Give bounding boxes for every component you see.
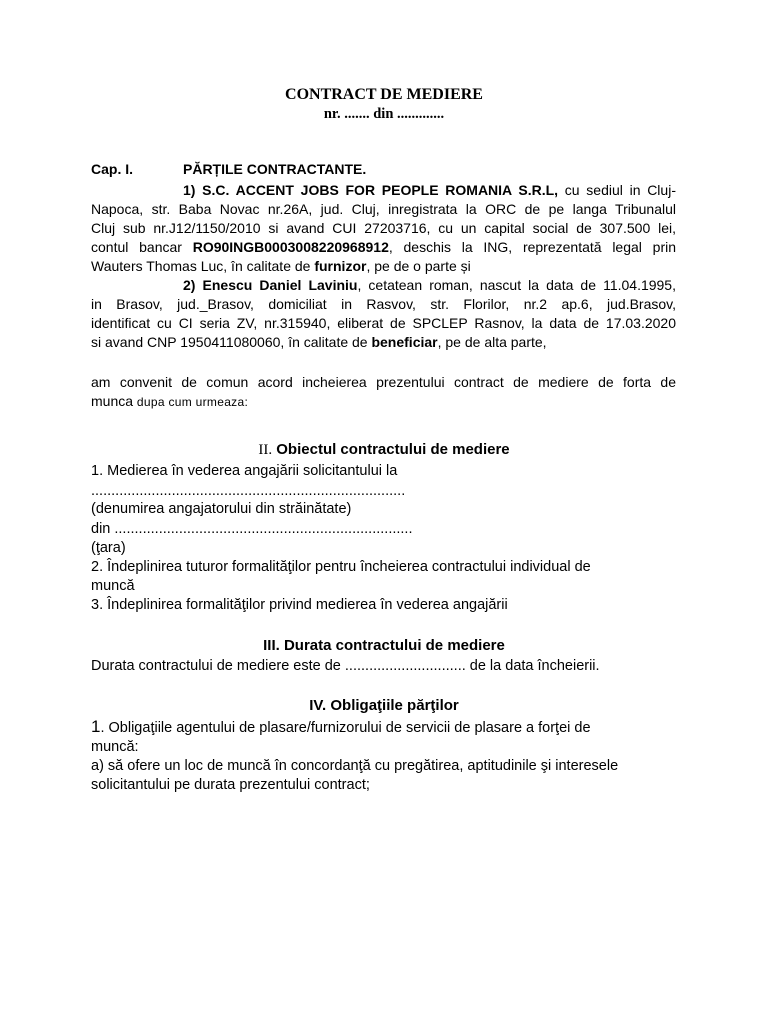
section4-line1: 1. Obligaţiile agentului de plasare/furnizorului de servicii de plasare a forţei de <box>91 717 591 736</box>
party1-company: S.C. ACCENT JOBS FOR PEOPLE ROMANIA S.R.L, <box>202 182 559 198</box>
party1-line1: 1) S.C. ACCENT JOBS FOR PEOPLE ROMANIA S.R.L, cu sediul in Cluj- <box>183 182 676 198</box>
section2-line4: din .......................................................................... <box>91 521 413 537</box>
chapter-label: Cap. I. <box>91 161 134 177</box>
section2-line2: .............................................................................. <box>91 483 406 499</box>
chapter-heading: PĂRȚILE CONTRACTANTE. <box>183 161 367 177</box>
section4-heading: IV. Obligaţiile părţilor <box>309 697 459 714</box>
section2-heading: II. Obiectul contractului de mediere <box>258 441 510 458</box>
party1-line3: Cluj sub nr.J12/1150/2010 si avand CUI 27203716, cu un capital social de 307.500 lei, <box>91 220 676 236</box>
party2-line3: identificat cu CI seria ZV, nr.315940, eliberat de SPCLEP Rasnov, la data de 17.03.2020 <box>91 315 676 331</box>
section4-line4: solicitantului pe durata prezentului contract; <box>91 777 370 793</box>
section2-line8: 3. Îndeplinirea formalităţilor privind medierea în vederea angajării <box>91 597 508 613</box>
party1-line2: Napoca, str. Baba Novac nr.26A, jud. Cluj, inregistrata la ORC de pe langa Tribunalul <box>91 201 676 217</box>
section2-line5: (ţara) <box>91 540 126 556</box>
agreement-line1: am convenit de comun acord incheierea prezentului contract de mediere de forta de <box>91 374 676 390</box>
party2-line2: in Brasov, jud._Brasov, domiciliat in Rasvov, str. Florilor, nr.2 ap.6, jud.Brasov, <box>91 296 676 312</box>
section4-line3: a) să ofere un loc de muncă în concordanţă cu pregătirea, aptitudinile şi interesele <box>91 758 619 774</box>
section2-line7: muncă <box>91 578 135 594</box>
section2-line6: 2. Îndeplinirea tuturor formalităţilor pentru încheierea contractului individual de <box>91 559 591 575</box>
party1-line4: contul bancar RO90INGB0003008220968912, deschis la ING, reprezentată legal prin <box>91 239 676 255</box>
document-number: nr. ....... din ............. <box>323 106 445 122</box>
party2-line4: si avand CNP 1950411080060, în calitate de beneficiar, pe de alta parte, <box>91 334 547 350</box>
party1-line5: Wauters Thomas Luc, în calitate de furnizor, pe de o parte și <box>91 258 471 274</box>
document-title: CONTRACT DE MEDIERE <box>285 86 483 103</box>
section2-line1: 1. Medierea în vederea angajării solicitantului la <box>91 463 398 479</box>
party2-line1: 2) Enescu Daniel Laviniu, cetatean roman, nascut la data de 11.04.1995, <box>183 277 676 293</box>
party2-name: 2) Enescu Daniel Laviniu <box>183 277 358 293</box>
section3-line: Durata contractului de mediere este de .............................. de la data încheierii. <box>91 658 600 674</box>
bank-account: RO90INGB0003008220968912 <box>192 239 389 255</box>
section2-line3: (denumirea angajatorului din străinătate) <box>91 501 352 517</box>
section4-line2: muncă: <box>91 739 139 755</box>
agreement-line2: munca dupa cum urmeaza: <box>91 393 249 409</box>
section3-heading: III. Durata contractului de mediere <box>263 637 505 654</box>
